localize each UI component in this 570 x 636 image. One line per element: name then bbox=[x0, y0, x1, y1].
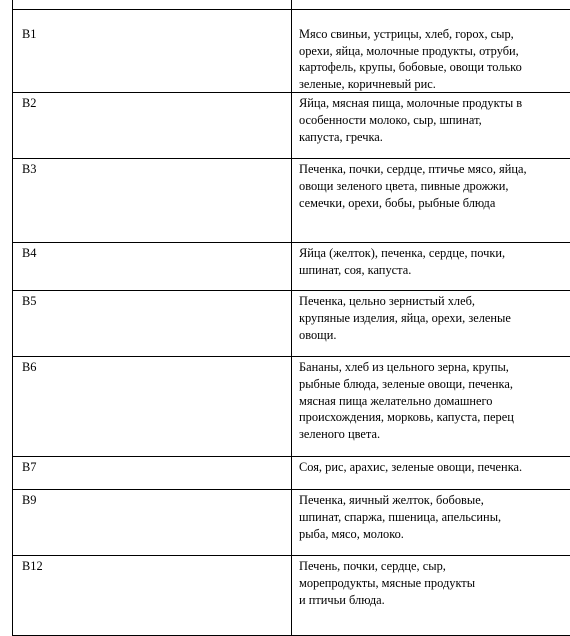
top-cell-left bbox=[13, 0, 292, 10]
sources-cell bbox=[292, 457, 570, 490]
vitamin-cell bbox=[13, 243, 292, 291]
table-top-row bbox=[13, 0, 570, 10]
table-row bbox=[13, 457, 570, 490]
food-sources-text: Бананы, хлеб из цельного зерна, крупы, рыбные блюда, зеленые овощи, печенка, мясная пища желательно домашнего происхождения, морковь, капуста, перец зеленого цвета. bbox=[299, 359, 570, 442]
sources-cell bbox=[292, 159, 570, 243]
food-sources-text: Печенка, цельно зернистый хлеб, крупяные изделия, яйца, орехи, зеленые овощи. bbox=[299, 293, 570, 343]
food-sources-text: Соя, рис, арахис, зеленые овощи, печенка. bbox=[299, 459, 570, 476]
vitamin-name: В12 bbox=[22, 559, 43, 573]
food-sources-text: Яйца, мясная пища, молочные продукты в особенности молоко, сыр, шпинат, капуста, гречка. bbox=[299, 95, 570, 145]
vitamin-cell bbox=[13, 490, 292, 556]
food-sources-text: Яйца (желток), печенка, сердце, почки, шпинат, соя, капуста. bbox=[299, 245, 570, 278]
sources-cell bbox=[292, 10, 570, 93]
vitamin-cell bbox=[13, 357, 292, 457]
table-row bbox=[13, 159, 570, 243]
table-row bbox=[13, 243, 570, 291]
vitamin-cell bbox=[13, 93, 292, 159]
table-row bbox=[13, 291, 570, 357]
sources-cell bbox=[292, 243, 570, 291]
vitamin-name: В5 bbox=[22, 294, 36, 308]
table-row bbox=[13, 490, 570, 556]
food-sources-text: Печенка, яичный желток, бобовые, шпинат, спаржа, пшеница, апельсины, рыба, мясо, молоко. bbox=[299, 492, 570, 542]
vitamin-name: В9 bbox=[22, 493, 36, 507]
vitamin-name: В2 bbox=[22, 96, 36, 110]
vitamin-cell bbox=[13, 556, 292, 636]
sources-cell bbox=[292, 556, 570, 636]
vitamin-name: В1 bbox=[22, 27, 36, 41]
food-sources-text: Мясо свиньи, устрицы, хлеб, горох, сыр, орехи, яйца, молочные продукты, отруби, картофель, крупы, бобовые, овощи только зеленые, коричневый рис. bbox=[299, 26, 570, 92]
food-sources-text: Печень, почки, сердце, сыр, морепродукты, мясные продукты и птичьи блюда. bbox=[299, 558, 570, 608]
vitamin-sources-table bbox=[12, 0, 570, 636]
table-row bbox=[13, 357, 570, 457]
vitamin-cell bbox=[13, 457, 292, 490]
vitamin-cell bbox=[13, 291, 292, 357]
vitamin-cell bbox=[13, 10, 292, 93]
sources-cell bbox=[292, 291, 570, 357]
vitamin-name: В6 bbox=[22, 360, 36, 374]
sources-cell bbox=[292, 357, 570, 457]
vitamin-cell bbox=[13, 159, 292, 243]
sources-cell bbox=[292, 490, 570, 556]
food-sources-text: Печенка, почки, сердце, птичье мясо, яйца, овощи зеленого цвета, пивные дрожжи, семечки, орехи, бобы, рыбные блюда bbox=[299, 161, 570, 211]
sources-cell bbox=[292, 93, 570, 159]
table-row bbox=[13, 93, 570, 159]
vitamin-name: В7 bbox=[22, 460, 36, 474]
table-row bbox=[13, 556, 570, 636]
vitamin-name: В3 bbox=[22, 162, 36, 176]
table-row bbox=[13, 10, 570, 93]
top-cell-right bbox=[292, 0, 570, 10]
vitamin-name: В4 bbox=[22, 246, 36, 260]
